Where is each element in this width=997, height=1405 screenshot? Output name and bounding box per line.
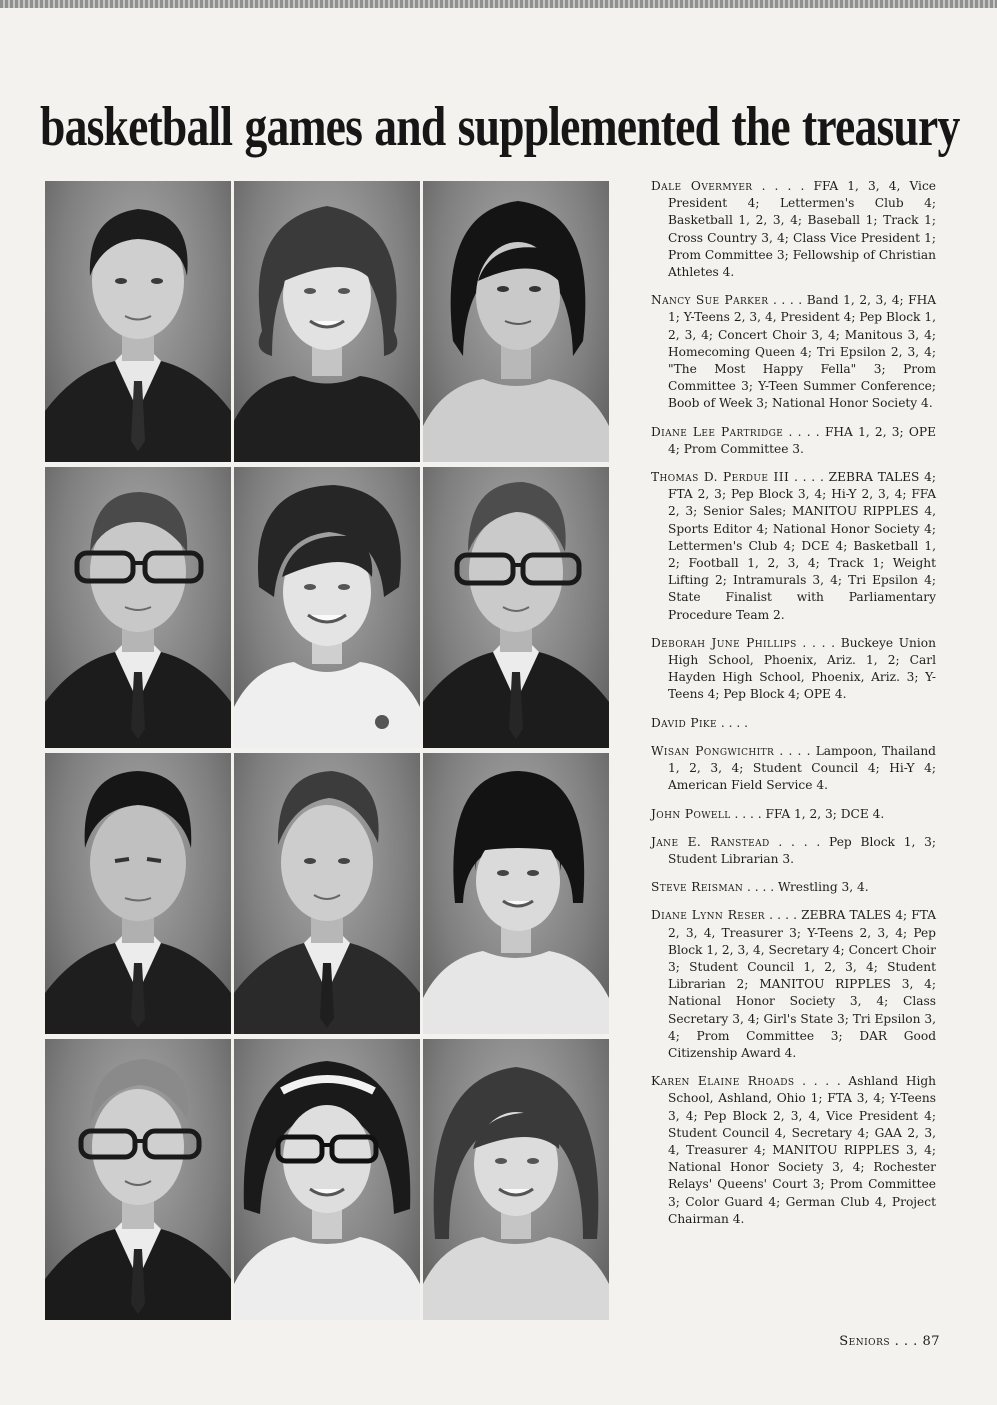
senior-entry: Thomas D. Perdue III . . . . ZEBRA TALES 4; FTA 2, 3; Pep Block 3, 4; Hi-Y 2, 3, 4; FFA 2, 3; Senior Sales; MANITOU RIPPLES 4, Sports Editor 4; National Honor Society 4; Lettermen's Club 4; DCE 4; Basketball 1, 2; Football 1, 2, 3, 4; Track 1; Weight Lifting 2; Intramurals 3, 4; Tri Epsilon 4; State Finalist with Parliamentary Procedure Team 2. (651, 470, 936, 622)
senior-activities: Band 1, 2, 3, 4; FHA 1; Y-Teens 2, 3, 4, President 4; Pep Block 1, 2, 3, 4; Concert Choir 3, 4; Manitous 3, 4; Homecoming Queen 4; Tri Epsilon 2, 3, 4; "The Most Happy Fella" 3; Prom Committee 3; Y-Teen Summer Conference; Boob of Week 3; National Honor Society 4. (668, 293, 936, 411)
senior-activities: ZEBRA TALES 4; FTA 2, 3; Pep Block 3, 4; Hi-Y 2, 3, 4; FFA 2, 3; Senior Sales; MANITOU RIPPLES 4, Sports Editor 4; National Honor Society 4; Lettermen's Club 4; DCE 4; Basketball 1, 2; Football 1, 2, 3, 4; Track 1; Weight Lifting 2; Intramurals 3, 4; Tri Epsilon 4; State Finalist with Parliamentary Procedure Team 2. (668, 470, 936, 622)
senior-entry: Dale Overmyer . . . . FFA 1, 3, 4, Vice President 4; Lettermen's Club 4; Basketball 1, 2, 3, 4; Baseball 1; Track 1; Cross Country 3, 4; Class Vice President 1; Prom Committee 3; Fellowship of Christian Athletes 4. (651, 179, 936, 280)
senior-activities: Ashland High School, Ashland, Ohio 1; FTA 3, 4; Y-Teens 3, 4; Pep Block 2, 3, 4, Vice President 4; Student Council 4, Secretary 4; GAA 2, 3, 4, Treasurer 4; MANITOU RIPPLES 3, 4; National Honor Society 3, 4; Rochester Relays' Queens' Court 3; Prom Committee 3; Color Guard 4; German Club 4, Project Chairman 4. (668, 1074, 936, 1226)
senior-entry: Wisan Pongwichitr . . . . Lampoon, Thailand 1, 2, 3, 4; Student Council 4; Hi-Y 4; American Field Service 4. (651, 743, 936, 793)
senior-activities: Buckeye Union High School, Phoenix, Ariz. 1, 2; Carl Hayden High School, Phoenix, Ariz. 3; Y-Teens 4; Pep Block 4; OPE 4. (668, 635, 936, 702)
senior-activities: ZEBRA TALES 4; FTA 2, 3, 4, Treasurer 3; Y-Teens 2, 3, 4; Pep Block 1, 2, 3, 4, Secretary 4; Concert Choir 3; Student Council 1, 2, 3, 4; Student Librarian 2; MANITOU RIPPLES 3, 4; National Honor Society 3, 4; Class Secretary 3, 4; Girl's State 3; Tri Epsilon 3, 4; Prom Committee 3; DAR Good Citizenship Award 4. (668, 908, 936, 1060)
senior-activities: FFA 1, 2, 3; DCE 4. (765, 806, 885, 821)
senior-name: Diane Lynn Reser (651, 908, 765, 923)
senior-activities: Wrestling 3, 4. (778, 880, 869, 895)
senior-name: Deborah June Phillips (651, 635, 797, 650)
portrait-photo (45, 753, 231, 1034)
page-headline: basketball games and supplemented the treasury (40, 96, 960, 158)
senior-entry: David Pike . . . . (651, 715, 749, 730)
portrait-photo (45, 1039, 231, 1320)
senior-name: Jane E. Ranstead (651, 834, 770, 849)
senior-name: Karen Elaine Rhoads (651, 1074, 795, 1089)
portrait-photo (423, 181, 609, 462)
senior-entry: Diane Lynn Reser . . . . ZEBRA TALES 4; FTA 2, 3, 4, Treasurer 3; Y-Teens 2, 3, 4; Pep Block 1, 2, 3, 4, Secretary 4; Concert Choir 3; Student Council 1, 2, 3, 4; Student Librarian 2; MANITOU RIPPLES 3, 4; National Honor Society 3, 4; Class Secretary 3, 4; Girl's State 3; Tri Epsilon 3, 4; Prom Committee 3; DAR Good Citizenship Award 4. (651, 908, 936, 1060)
senior-name: Nancy Sue Parker (651, 293, 769, 308)
senior-name: Diane Lee Partridge (651, 424, 784, 439)
senior-entry: John Powell . . . . FFA 1, 2, 3; DCE 4. (651, 806, 885, 821)
senior-name: Dale Overmyer (651, 179, 753, 193)
senior-name: Thomas D. Perdue III (651, 470, 790, 485)
portrait-photo (423, 1039, 609, 1320)
page-top-edge (0, 0, 997, 8)
senior-entry: Diane Lee Partridge . . . . FHA 1, 2, 3; OPE 4; Prom Committee 3. (651, 424, 936, 456)
senior-name: Wisan Pongwichitr (651, 743, 775, 758)
senior-entry: Deborah June Phillips . . . . Buckeye Union High School, Phoenix, Ariz. 1, 2; Carl Hayden High School, Phoenix, Ariz. 3; Y-Teens 4; Pep Block 4; OPE 4. (651, 635, 936, 702)
page-folio: Seniors . . . 87 (839, 1334, 940, 1349)
senior-name: David Pike (651, 715, 718, 730)
senior-captions (651, 178, 936, 1239)
senior-name: Steve Reisman (651, 880, 744, 895)
senior-entry: Steve Reisman . . . . Wrestling 3, 4. (651, 880, 869, 895)
senior-activities: FFA 1, 3, 4, Vice President 4; Lettermen's Club 4; Basketball 1, 2, 3, 4; Baseball 1; Track 1; Cross Country 3, 4; Class Vice President 1; Prom Committee 3; Fellowship of Christian Athletes 4. (668, 179, 936, 280)
portrait-photo (45, 181, 231, 462)
portrait-grid (45, 181, 609, 1321)
portrait-photo (234, 1039, 420, 1320)
senior-name: John Powell (651, 806, 731, 821)
senior-activities: Lampoon, Thailand 1, 2, 3, 4; Student Council 4; Hi-Y 4; American Field Service 4. (668, 743, 936, 793)
portrait-photo (234, 181, 420, 462)
section-name: Seniors (839, 1334, 891, 1349)
senior-entry: Karen Elaine Rhoads . . . . Ashland High School, Ashland, Ohio 1; FTA 3, 4; Y-Teens 3, 4; Pep Block 2, 3, 4, Vice President 4; Student Council 4, Secretary 4; GAA 2, 3, 4, Treasurer 4; MANITOU RIPPLES 3, 4; National Honor Society 3, 4; Rochester Relays' Queens' Court 3; Prom Committee 3; Color Guard 4; German Club 4, Project Chairman 4. (651, 1074, 936, 1226)
portrait-photo (423, 467, 609, 748)
page-number: 87 (922, 1334, 940, 1349)
portrait-photo (234, 467, 420, 748)
portrait-photo (45, 467, 231, 748)
senior-activities: FHA 1, 2, 3; OPE 4; Prom Committee 3. (668, 424, 936, 456)
senior-entry: Nancy Sue Parker . . . . Band 1, 2, 3, 4; FHA 1; Y-Teens 2, 3, 4, President 4; Pep Block 1, 2, 3, 4; Concert Choir 3, 4; Manitous 3, 4; Homecoming Queen 4; Tri Epsilon 2, 3, 4; "The Most Happy Fella" 3; Prom Committee 3; Y-Teen Summer Conference; Boob of Week 3; National Honor Society 4. (651, 293, 936, 411)
portrait-photo (423, 753, 609, 1034)
portrait-photo (234, 753, 420, 1034)
senior-activities: Pep Block 1, 3; Student Librarian 3. (668, 834, 936, 866)
senior-entry: Jane E. Ranstead . . . . Pep Block 1, 3; Student Librarian 3. (651, 834, 936, 866)
